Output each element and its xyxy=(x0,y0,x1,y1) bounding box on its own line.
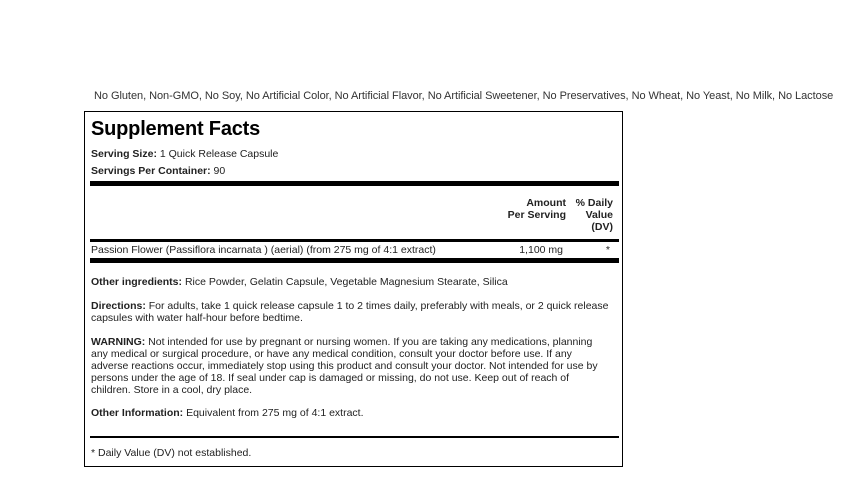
other-information xyxy=(91,407,611,419)
panel-title: Supplement Facts xyxy=(91,118,261,140)
other-ingredients xyxy=(91,276,611,288)
serving-size xyxy=(91,148,278,160)
daily-header-line: % Daily xyxy=(575,197,613,209)
amount-header-line: Amount xyxy=(526,197,566,209)
other-ingredients-label: Other ingredients: xyxy=(91,276,183,288)
warning-text: Not intended for use by pregnant or nursing women. If you are taking any medications, planning any medical or surgical procedure, or have any medical condition, consult your doctor before use. If any adverse reactions occur, immediately stop using this product and consult your doctor. Not intended for use by persons under the age of 18. If seal under cap is damaged or missing, do not use. Keep out of reach of children. Store in a cool, dry place. xyxy=(91,336,598,396)
directions-label: Directions: xyxy=(91,300,146,312)
daily-value-header xyxy=(563,197,613,233)
free-from-claims: No Gluten, Non-GMO, No Soy, No Artificial Color, No Artificial Flavor, No Artificial Sweetener, No Preservatives, No Wheat, No Yeast, No Milk, No Lactose xyxy=(94,90,834,102)
header-divider xyxy=(90,239,619,242)
per-serving-header-line: Per Serving xyxy=(507,209,566,221)
thick-divider xyxy=(90,181,619,186)
daily-value-footnote: * Daily Value (DV) not established. xyxy=(91,447,252,459)
value-header-line: Value xyxy=(585,209,613,221)
supplement-facts-panel xyxy=(84,111,623,467)
thick-divider xyxy=(90,258,619,263)
servings-per-container-label: Servings Per Container: xyxy=(91,165,211,177)
amount-per-serving-header xyxy=(496,197,566,221)
footnote-divider xyxy=(90,436,619,438)
servings-per-container-value: 90 xyxy=(213,165,226,177)
ingredient-row xyxy=(90,243,619,259)
other-information-text: Equivalent from 275 mg of 4:1 extract. xyxy=(186,407,364,419)
warning xyxy=(91,336,611,396)
other-information-label: Other Information: xyxy=(91,407,184,419)
directions-text: For adults, take 1 quick release capsule 1 to 2 times daily, preferably with meals, or 2 quick release capsules with water half-hour before bedtime. xyxy=(91,300,609,324)
directions xyxy=(91,300,611,324)
ingredient-amount: 1,100 mg xyxy=(519,244,563,256)
serving-size-value: 1 Quick Release Capsule xyxy=(159,148,279,160)
ingredient-name: Passion Flower (Passiflora incarnata ) (aerial) (from 275 mg of 4:1 extract) xyxy=(91,244,436,256)
servings-per-container xyxy=(91,165,225,177)
other-ingredients-text: Rice Powder, Gelatin Capsule, Vegetable Magnesium Stearate, Silica xyxy=(184,276,508,288)
dv-header-line: (DV) xyxy=(591,221,613,233)
ingredient-daily-value: * xyxy=(605,244,610,256)
serving-size-label: Serving Size: xyxy=(91,148,157,160)
warning-label: WARNING: xyxy=(91,336,146,348)
